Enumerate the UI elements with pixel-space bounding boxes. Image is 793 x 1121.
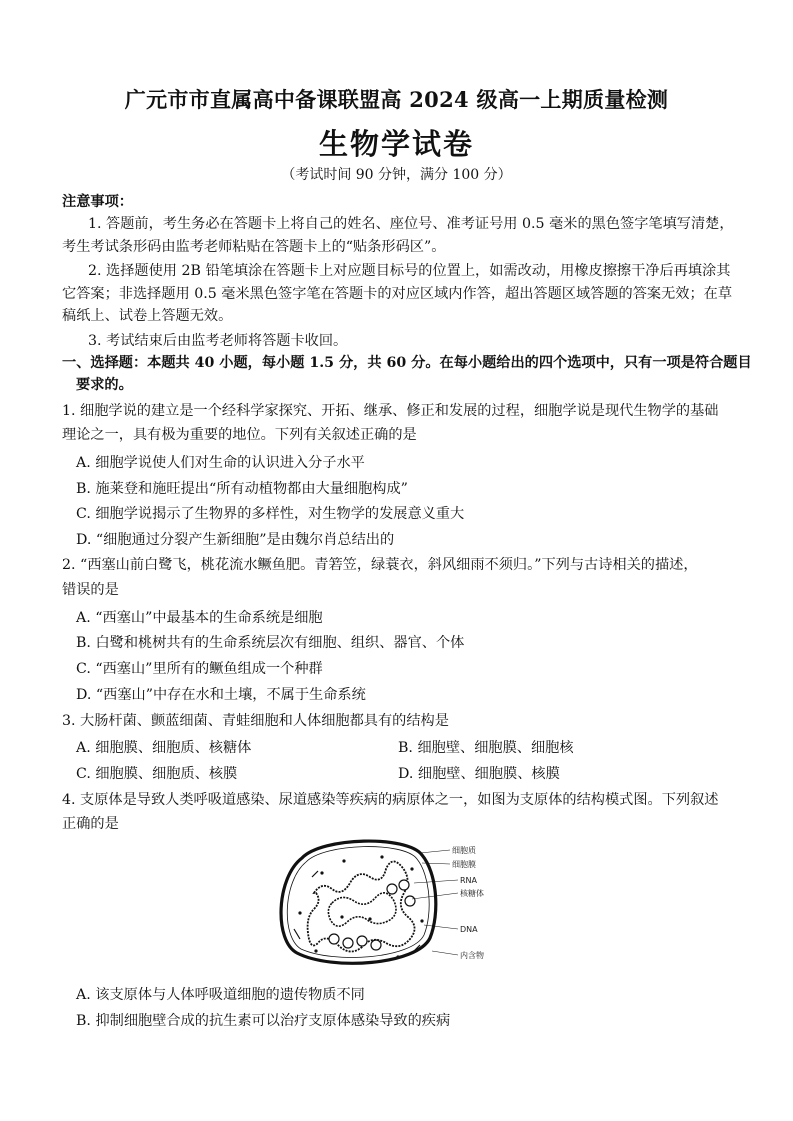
label-dna: DNA <box>460 925 478 934</box>
label-rna: RNA <box>460 876 478 885</box>
rna-strand <box>312 871 318 877</box>
q2-option-c: C. “西塞山”里所有的鳜鱼组成一个种群 <box>76 661 323 677</box>
q2-stem-line-1: 2. “西塞山前白鹭飞，桃花流水鳜鱼肥。青箬笠，绿蓑衣，斜风细雨不须归。”下列与古诗相关的描述， <box>62 557 698 573</box>
label-inclusion: 内含物 <box>460 951 484 960</box>
q4-option-b: B. 抑制细胞壁合成的抗生素可以治疗支原体感染导致的疾病 <box>76 1013 451 1029</box>
q1-option-c: C. 细胞学说揭示了生物界的多样性，对生物学的发展意义重大 <box>76 506 465 522</box>
school-title: 广元市市直属高中备课联盟高 2024 级高一上期质量检测 <box>124 87 669 112</box>
inclusion-dot <box>340 915 343 918</box>
leader-line <box>424 925 458 929</box>
inclusion-dot <box>396 955 399 958</box>
notice-item-1-line-2: 考生考试条形码由监考老师粘贴在答题卡上的“贴条形码区”。 <box>62 239 446 255</box>
inclusion-dot <box>368 917 371 920</box>
inclusion-dot <box>420 919 423 922</box>
q2-option-d: D. “西塞山”中存在水和土壤，不属于生命系统 <box>76 687 366 703</box>
label-cytoplasm: 细胞质 <box>452 846 476 855</box>
section-1-heading-line-1: 一、选择题：本题共 40 小题，每小题 1.5 分，共 60 分。在每小题给出的四个选项中，只有一项是符合题目 <box>62 355 752 371</box>
q1-option-a: A. 细胞学说使人们对生命的认识进入分子水平 <box>76 455 365 471</box>
leader-line <box>420 850 450 853</box>
q1-stem-line-1: 1. 细胞学说的建立是一个经科学家探究、开拓、继承、修正和发展的过程，细胞学说是现代生物学的基础 <box>62 403 719 419</box>
ribosome-icon <box>387 884 397 894</box>
ribosome-icon <box>399 880 409 890</box>
ribosome-icon <box>343 938 353 948</box>
subject-title: 生物学试卷 <box>318 127 474 161</box>
inclusion-dot <box>320 871 323 874</box>
inclusion-dot <box>380 855 383 858</box>
inclusion-dot <box>342 859 345 862</box>
label-ribosome: 核糖体 <box>460 889 484 898</box>
ribosome-icon <box>357 936 367 946</box>
q2-option-a: A. “西塞山”中最基本的生命系统是细胞 <box>76 610 323 626</box>
q1-option-d: D. “细胞通过分裂产生新细胞”是由魏尔肖总结出的 <box>76 532 395 548</box>
q4-stem-line-2: 正确的是 <box>62 816 119 832</box>
leader-line <box>432 951 458 955</box>
rna-strand <box>294 929 300 939</box>
q2-option-b: B. 白鹭和桃树共有的生命系统层次有细胞、组织、器官、个体 <box>76 635 465 651</box>
q2-stem-line-2: 错误的是 <box>62 582 119 598</box>
notice-item-2-line-2: 它答案；非选择题用 0.5 毫米黑色签字笔在答题卡的对应区域内作答，超出答题区域答题的答案无效；在草 <box>62 286 733 302</box>
leader-line <box>414 880 458 883</box>
q4-stem-line-1: 4. 支原体是导致人类呼吸道感染、尿道感染等疾病的病原体之一，如图为支原体的结构模式图。下列叙述 <box>62 792 719 808</box>
notice-heading: 注意事项： <box>62 194 133 210</box>
notice-item-2-line-3: 稿纸上、试卷上答题无效。 <box>62 308 233 324</box>
q1-option-b: B. 施莱登和施旺提出“所有动植物都由大量细胞构成” <box>76 481 408 497</box>
section-1-heading-line-2: 要求的。 <box>76 377 133 393</box>
q3-option-b: B. 细胞壁、细胞膜、细胞核 <box>398 740 574 756</box>
ribosome-icon <box>329 934 339 944</box>
q1-stem-line-2: 理论之一，具有极为重要的地位。下列有关叙述正确的是 <box>62 427 417 443</box>
q3-stem: 3. 大肠杆菌、颤蓝细菌、青蛙细胞和人体细胞都具有的结构是 <box>62 713 449 729</box>
mycoplasma-structure-diagram <box>272 833 512 973</box>
notice-item-2-line-1: 2. 选择题使用 2B 铅笔填涂在答题卡上对应题目标号的位置上，如需改动，用橡皮擦擦干净后再填涂其 <box>88 263 731 279</box>
q3-option-c: C. 细胞膜、细胞质、核膜 <box>76 766 238 782</box>
q3-option-a: A. 细胞膜、细胞质、核糖体 <box>76 740 252 756</box>
inclusion-dot <box>298 911 301 914</box>
q3-option-d: D. 细胞壁、细胞膜、核膜 <box>398 766 560 782</box>
inclusion-dot <box>314 949 317 952</box>
dna-coil-inner <box>328 893 396 926</box>
label-cell-membrane: 细胞膜 <box>452 860 476 869</box>
ribosome-icon <box>371 940 381 950</box>
inclusion-dot <box>410 867 413 870</box>
notice-item-1-line-1: 1. 答题前，考生务必在答题卡上将自己的姓名、座位号、准考证号用 0.5 毫米的黑色签字笔填写清楚， <box>88 216 734 232</box>
q4-option-a: A. 该支原体与人体呼吸道细胞的遗传物质不同 <box>76 987 365 1003</box>
ribosome-icon <box>405 896 415 906</box>
notice-item-3: 3. 考试结束后由监考老师将答题卡收回。 <box>88 333 348 349</box>
exam-info: （考试时间 90 分钟，满分 100 分） <box>281 167 512 183</box>
